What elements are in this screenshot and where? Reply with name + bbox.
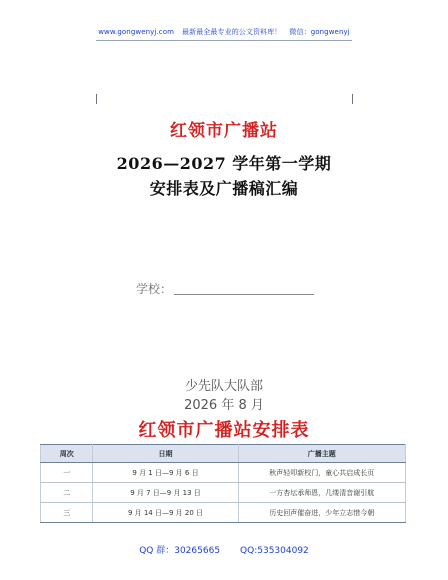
school-label: 学校： — [136, 282, 173, 296]
week-cell: 一 — [41, 463, 93, 483]
department-name: 少先队大队部 — [184, 379, 263, 394]
table-row — [41, 463, 406, 483]
document-title-line-1: 2026—2027 学年第一学期 — [116, 154, 332, 173]
header-line — [0, 27, 448, 37]
column-header-week: 周次 — [41, 445, 93, 463]
header-slogan: 最新最全最专业的公文资料库！ — [182, 28, 282, 36]
schedule-title: 红领市广播站安排表 — [138, 420, 310, 441]
footer-contact — [0, 543, 448, 556]
date-cell: 9 月 14 日—9 月 20 日 — [93, 503, 238, 523]
footer-qq-group: QQ 群：30265665 — [139, 546, 221, 556]
header-wechat: 微信：gongwenyj — [289, 28, 350, 36]
table-row — [41, 483, 406, 503]
table-header-row — [41, 445, 406, 463]
theme-cell: 历史回声催奋进，少年立志惜今朝 — [238, 503, 405, 523]
theme-cell: 秋声轻叩新校门，童心共启成长页 — [238, 463, 405, 483]
week-cell: 三 — [41, 503, 93, 523]
document-date: 2026 年 8 月 — [184, 398, 264, 413]
crop-mark — [352, 94, 353, 104]
date-cell: 9 月 1 日—9 月 6 日 — [93, 463, 238, 483]
column-header-theme: 广播主题 — [238, 445, 405, 463]
header-site-link[interactable]: www.gongwenyj.com — [98, 28, 174, 36]
header-rule — [96, 40, 352, 41]
station-name: 红领市广播站 — [170, 121, 278, 141]
column-header-date: 日期 — [93, 445, 238, 463]
schedule-table — [40, 444, 406, 523]
table-row — [41, 503, 406, 523]
document-title-line-2: 安排表及广播稿汇编 — [149, 179, 299, 198]
week-cell: 二 — [41, 483, 93, 503]
date-cell: 9 月 7 日—9 月 13 日 — [93, 483, 238, 503]
school-blank-line — [174, 294, 314, 295]
footer-qq: QQ:535304092 — [240, 546, 309, 556]
theme-cell: 一方杏坛承师恩，几缕清音谢引航 — [238, 483, 405, 503]
crop-mark — [96, 94, 97, 104]
